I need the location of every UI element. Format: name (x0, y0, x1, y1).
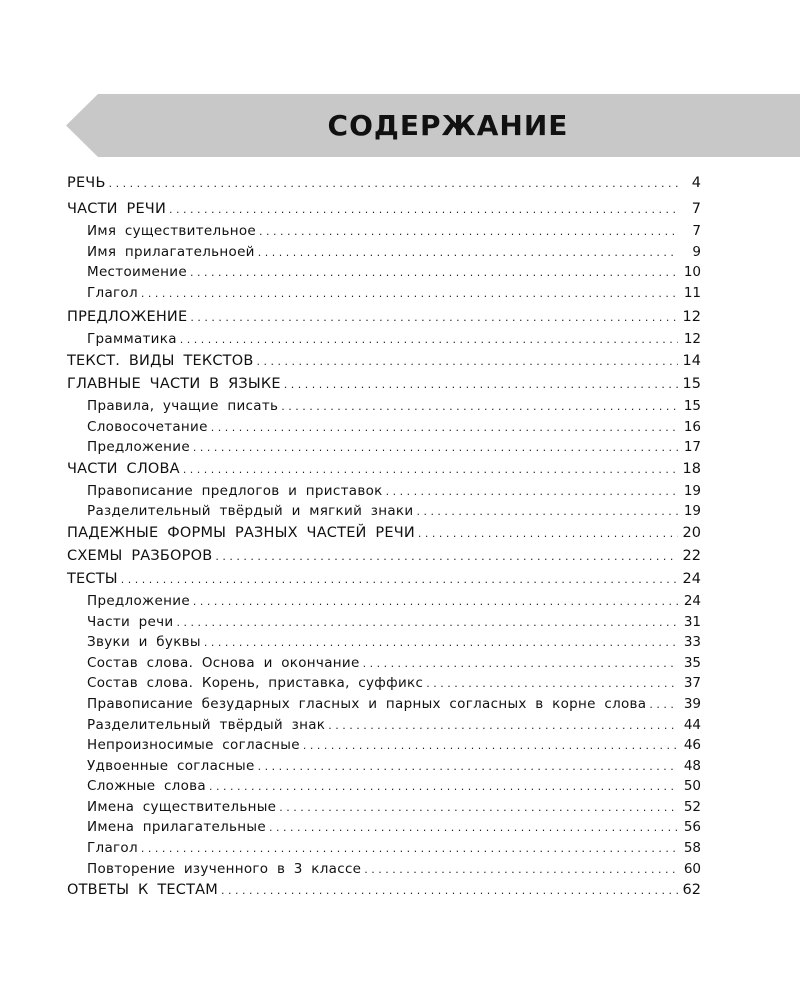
toc-entry-label: Предложение (87, 592, 190, 609)
toc-entry-page: 46 (683, 737, 701, 754)
dot-leader (193, 438, 678, 459)
dot-leader (204, 633, 678, 654)
toc-subentry[interactable] (67, 632, 701, 653)
toc-entry-page: 37 (683, 675, 701, 692)
toc-entry-label: ЧАСТИ СЛОВА (67, 460, 180, 477)
toc-entry-page: 39 (683, 695, 701, 712)
toc-entry-label: Местоимение (87, 264, 187, 281)
dot-leader (193, 592, 678, 613)
toc-subentry[interactable] (67, 437, 701, 458)
toc-entry-page: 22 (682, 547, 701, 564)
dot-leader (141, 284, 678, 305)
toc-entry[interactable] (67, 522, 701, 545)
toc-entry-page: 19 (683, 482, 701, 499)
toc-entry-label: Правописание предлогов и приставок (87, 482, 383, 499)
toc-entry-label: Непроизносимые согласные (87, 737, 300, 754)
toc-entry-page: 60 (683, 860, 701, 877)
toc-entry[interactable] (67, 545, 701, 568)
toc-entry-label: ГЛАВНЫЕ ЧАСТИ В ЯЗЫКЕ (67, 375, 281, 392)
toc-subentry[interactable] (67, 481, 701, 502)
toc-entry-page: 20 (682, 524, 701, 541)
toc-entry-page: 12 (682, 309, 701, 326)
toc-entry-label: Правила, учащие писать (87, 397, 279, 414)
toc-entry-label: Имя существительное (87, 223, 256, 239)
dot-leader (364, 860, 678, 881)
toc-entry-label: Удвоенные согласные (87, 757, 255, 774)
toc-entry[interactable] (67, 458, 701, 481)
toc-entry-page: 17 (683, 439, 701, 456)
dot-leader (180, 330, 678, 351)
toc-entry-label: ОТВЕТЫ К ТЕСТАМ (67, 882, 218, 899)
toc-entry[interactable] (67, 350, 701, 373)
toc-entry-label: Части речи (87, 613, 174, 630)
dot-leader (211, 418, 678, 439)
toc-entry-label: Глагол (87, 840, 138, 857)
toc-entry-page: 15 (682, 375, 701, 392)
toc-entry-label: Повторение изученного в 3 классе (87, 860, 362, 877)
toc-entry-page: 58 (683, 840, 701, 857)
toc-entry-label: ТЕСТЫ (67, 570, 118, 587)
dot-leader (258, 757, 678, 778)
toc-entry-page: 7 (691, 201, 701, 217)
toc-subentry[interactable] (67, 859, 701, 880)
toc-subentry[interactable] (67, 673, 701, 694)
toc-entry[interactable] (67, 198, 701, 221)
toc-subentry[interactable] (67, 756, 701, 777)
dot-leader (169, 198, 678, 221)
toc-entry-page: 11 (683, 284, 701, 301)
toc-entry-label: ПАДЕЖНЫЕ ФОРМЫ РАЗНЫХ ЧАСТЕЙ РЕЧИ (67, 524, 415, 541)
toc-entry-page: 12 (683, 331, 701, 348)
toc-subentry[interactable] (67, 329, 701, 350)
toc-entry-page: 56 (683, 819, 701, 836)
toc-entry-page: 14 (682, 352, 701, 369)
toc-subentry[interactable] (67, 776, 701, 797)
dot-leader (281, 397, 678, 418)
toc-subentry[interactable] (67, 591, 701, 612)
toc-entry-label: Состав слова. Корень, приставка, суффикс (87, 675, 424, 692)
page-title: СОДЕРЖАНИЕ (327, 109, 569, 142)
toc-subentry[interactable] (67, 283, 701, 304)
dot-leader (183, 458, 678, 481)
toc-subentry[interactable] (67, 417, 701, 438)
dot-leader (426, 674, 678, 695)
toc-entry-page: 4 (691, 175, 701, 191)
toc-entry-label: Глагол (87, 284, 138, 301)
toc-entry-label: Разделительный твёрдый знак (87, 716, 326, 733)
dot-leader (649, 695, 678, 716)
dot-leader (258, 243, 678, 264)
toc-subentry[interactable] (67, 797, 701, 818)
toc-entry-label: ПРЕДЛОЖЕНИЕ (67, 309, 188, 326)
toc-subentry[interactable] (67, 221, 701, 242)
toc-entry-page: 24 (682, 570, 701, 587)
dot-leader (121, 568, 678, 591)
toc-subentry[interactable] (67, 694, 701, 715)
toc-entry[interactable] (67, 879, 701, 902)
dot-leader (215, 545, 678, 568)
toc-entry-page: 15 (683, 397, 701, 414)
toc-entry-page: 44 (683, 716, 701, 733)
toc-entry[interactable] (67, 172, 701, 195)
toc-subentry[interactable] (67, 817, 701, 838)
toc-subentry[interactable] (67, 838, 701, 859)
toc-entry-label: Словосочетание (87, 418, 208, 435)
toc-entry-label: ТЕКСТ. ВИДЫ ТЕКСТОВ (67, 352, 254, 369)
dot-leader (279, 798, 678, 819)
toc-subentry[interactable] (67, 612, 701, 633)
toc-entry-page: 52 (683, 798, 701, 815)
dot-leader (386, 482, 678, 503)
dot-leader (363, 654, 678, 675)
toc-subentry[interactable] (67, 735, 701, 756)
toc-entry-page: 18 (682, 460, 701, 477)
toc-entry-label: Имена существительные (87, 798, 277, 815)
toc-entry-page: 33 (683, 634, 701, 651)
toc-entry-page: 10 (683, 264, 701, 281)
dot-leader (190, 306, 678, 329)
dot-leader (418, 522, 678, 545)
toc-entry[interactable] (67, 568, 701, 591)
dot-leader (257, 350, 679, 373)
toc-entry-label: Имена прилагательные (87, 819, 266, 836)
toc-entry-page: 35 (683, 654, 701, 671)
dot-leader (209, 777, 678, 798)
toc-subentry[interactable] (67, 501, 701, 522)
dot-leader (259, 222, 678, 243)
dot-leader (141, 839, 678, 860)
toc-entry-label: Звуки и буквы (87, 634, 201, 651)
toc-entry[interactable] (67, 373, 701, 396)
title-banner (66, 94, 800, 157)
dot-leader (269, 818, 678, 839)
dot-leader (416, 502, 678, 523)
toc-subentry[interactable] (67, 715, 701, 736)
toc-entry-label: Предложение (87, 439, 190, 456)
dot-leader (303, 736, 678, 757)
dot-leader (190, 263, 678, 284)
toc-entry-label: ЧАСТИ РЕЧИ (67, 201, 166, 217)
toc-subentry[interactable] (67, 653, 701, 674)
toc-entry-label: СХЕМЫ РАЗБОРОВ (67, 547, 213, 564)
dot-leader (284, 373, 678, 396)
toc-entry-page: 62 (682, 882, 701, 899)
toc-entry-page: 9 (692, 243, 701, 260)
toc-entry-page: 16 (683, 418, 701, 435)
toc-entry-label: Правописание безударных гласных и парных согласных в корне слова (87, 695, 647, 712)
toc-entry-label: РЕЧЬ (67, 175, 106, 191)
toc-entry-page: 50 (683, 778, 701, 795)
toc-entry-page: 19 (683, 503, 701, 520)
toc-entry-page: 31 (683, 613, 701, 630)
toc-entry-page: 24 (683, 592, 701, 609)
toc-entry-label: Сложные слова (87, 778, 206, 795)
dot-leader (109, 172, 678, 195)
toc-entry-label: Грамматика (87, 331, 177, 348)
toc-entry-label: Разделительный твёрдый и мягкий знаки (87, 503, 414, 520)
dot-leader (221, 879, 678, 902)
toc-subentry[interactable] (67, 262, 701, 283)
toc-entry-page: 7 (692, 223, 701, 239)
toc-entry-label: Состав слова. Основа и окончание (87, 654, 360, 671)
table-of-contents (67, 172, 701, 902)
toc-entry-label: Имя прилагательноей (87, 243, 255, 260)
dot-leader (177, 613, 678, 634)
dot-leader (328, 716, 678, 737)
toc-entry[interactable] (67, 306, 701, 329)
toc-subentry[interactable] (67, 242, 701, 263)
toc-subentry[interactable] (67, 396, 701, 417)
toc-entry-page: 48 (683, 757, 701, 774)
